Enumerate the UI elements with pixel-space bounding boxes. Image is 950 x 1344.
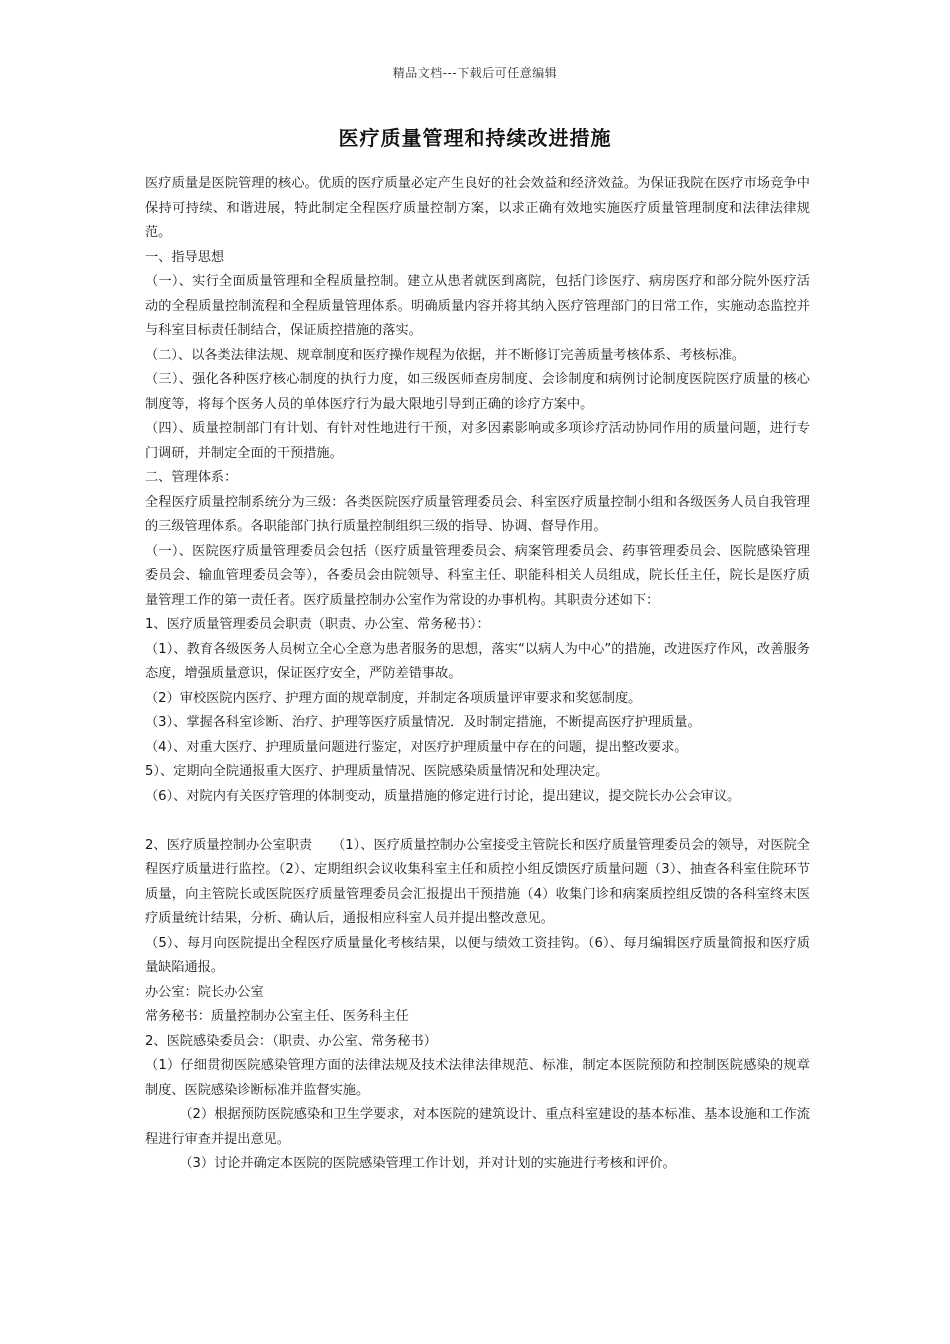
paragraph: （3）、掌握各科室诊断、治疗、护理等医疗质量情况．及时制定措施，不断提高医疗护理质量。 [145, 715, 701, 730]
paragraph: （2）根据预防医院感染和卫生学要求，对本医院的建筑设计、重点科室建设的基本标准、基本设施和工作流程进行审查并提出意见。 [145, 1107, 810, 1147]
paragraph: 2、医疗质量控制办公室职责 （1）、医疗质量控制办公室接受主管院长和医疗质量管理委员会的领导，对医院全程医疗质量进行监控。（2）、定期组织会议收集科室主任和质控小组反馈医疗质量问题（3）、抽查各科室住院环节质量，向主管院长或医院医疗质量管理委员会汇报提出干预措施（4）收集门诊和病案质控组反馈的各科室终末医疗质量统计结果，分析、确认后，通报相应科室人员并提出整改意见。 [145, 837, 810, 926]
paragraph: （3）讨论并确定本医院的医院感染管理工作计划，并对计划的实施进行考核和评价。 [179, 1156, 676, 1171]
paragraph: （1）仔细贯彻医院感染管理方面的法律法规及技术法律法律规范、标准，制定本医院预防和控制医院感染的规章制度、医院感染诊断标准并监督实施。 [145, 1058, 810, 1098]
paragraph: （四）、质量控制部门有计划、有针对性地进行干预，对多因素影响或多项诊疗活动协同作用的质量问题，进行专门调研，并制定全面的干预措施。 [145, 421, 810, 461]
paragraph: （6）、对院内有关医疗管理的体制变动，质量措施的修定进行讨论，提出建议，提交院长办公会审议。 [145, 788, 741, 804]
intro-paragraph: 医疗质量是医院管理的核心。优质的医疗质量必定产生良好的社会效益和经济效益。为保证我院在医疗市场竞争中保持可持续、和谐进展，特此制定全程医疗质量控制方案，以求正确有效地实施医疗质量管理制度和法律法律规范。 [145, 176, 810, 240]
paragraph: （1）、教育各级医务人员树立全心全意为患者服务的思想，落实“以病人为中心”的措施，改进医疗作风，改善服务态度，增强质量意识，保证医疗安全，严防差错事故。 [145, 641, 810, 681]
subheading: 1、医疗质量管理委员会职责（职责、办公室、常务秘书）： [145, 617, 490, 632]
document-title: 医疗质量管理和持续改进措施 [338, 126, 612, 150]
paragraph: 全程医疗质量控制系统分为三级：各类医院医疗质量管理委员会、科室医疗质量控制小组和各级医务人员自我管理的三级管理体系。各职能部门执行质量控制组织三级的指导、协调、督导作用。 [145, 494, 810, 534]
paragraph: （一）、医院医疗质量管理委员会包括（医疗质量管理委员会、病案管理委员会、药事管理委员会、医院感染管理委员会、输血管理委员会等），各委员会由院领导、科室主任、职能科相关人员组成，院长任主任，院长是医疗质量管理工作的第一责任者。医疗质量控制办公室作为常设的办事机构。其职责分述如下： [145, 543, 810, 608]
paragraph: 办公室：院长办公室 [145, 984, 264, 1000]
paragraph: （三）、强化各种医疗核心制度的执行力度，如三级医师查房制度、会诊制度和病例讨论制度医院医疗质量的核心制度等，将每个医务人员的单体医疗行为最大限地引导到正确的诊疗方案中。 [145, 372, 810, 412]
blank-line [145, 809, 810, 834]
document-body [145, 172, 810, 1177]
paragraph: （一）、实行全面质量管理和全程质量控制。建立从患者就医到离院，包括门诊医疗、病房医疗和部分院外医疗活动的全程质量控制流程和全程质量管理体系。明确质量内容并将其纳入医疗管理部门的日常工作，实施动态监控并与科室目标责任制结合，保证质控措施的落实。 [145, 274, 810, 338]
paragraph: （4）、对重大医疗、护理质量问题进行鉴定，对医疗护理质量中存在的问题，提出整改要求。 [145, 739, 688, 755]
section-heading-management-system: 二、管理体系： [145, 470, 238, 485]
section-heading-guiding-principles: 一、指导思想 [145, 249, 225, 265]
paragraph: （二）、以各类法律法规、规章制度和医疗操作规程为依据，并不断修订完善质量考核体系、考核标准。 [145, 347, 746, 363]
paragraph: 常务秘书：质量控制办公室主任、医务科主任 [145, 1009, 409, 1024]
paragraph: 5）、定期向全院通报重大医疗、护理质量情况、医院感染质量情况和处理决定。 [145, 764, 609, 779]
header-note: 精品文档---下载后可任意编辑 [392, 66, 558, 80]
subheading: 2、医院感染委员会：（职责、办公室、常务秘书） [145, 1033, 437, 1049]
paragraph: （2）审校医院内医疗、护理方面的规章制度，并制定各项质量评审要求和奖惩制度。 [145, 690, 642, 706]
paragraph: （5）、每月向医院提出全程医疗质量量化考核结果，以便与绩效工资挂钩。（6）、每月编辑医疗质量简报和医疗质量缺陷通报。 [145, 935, 810, 975]
